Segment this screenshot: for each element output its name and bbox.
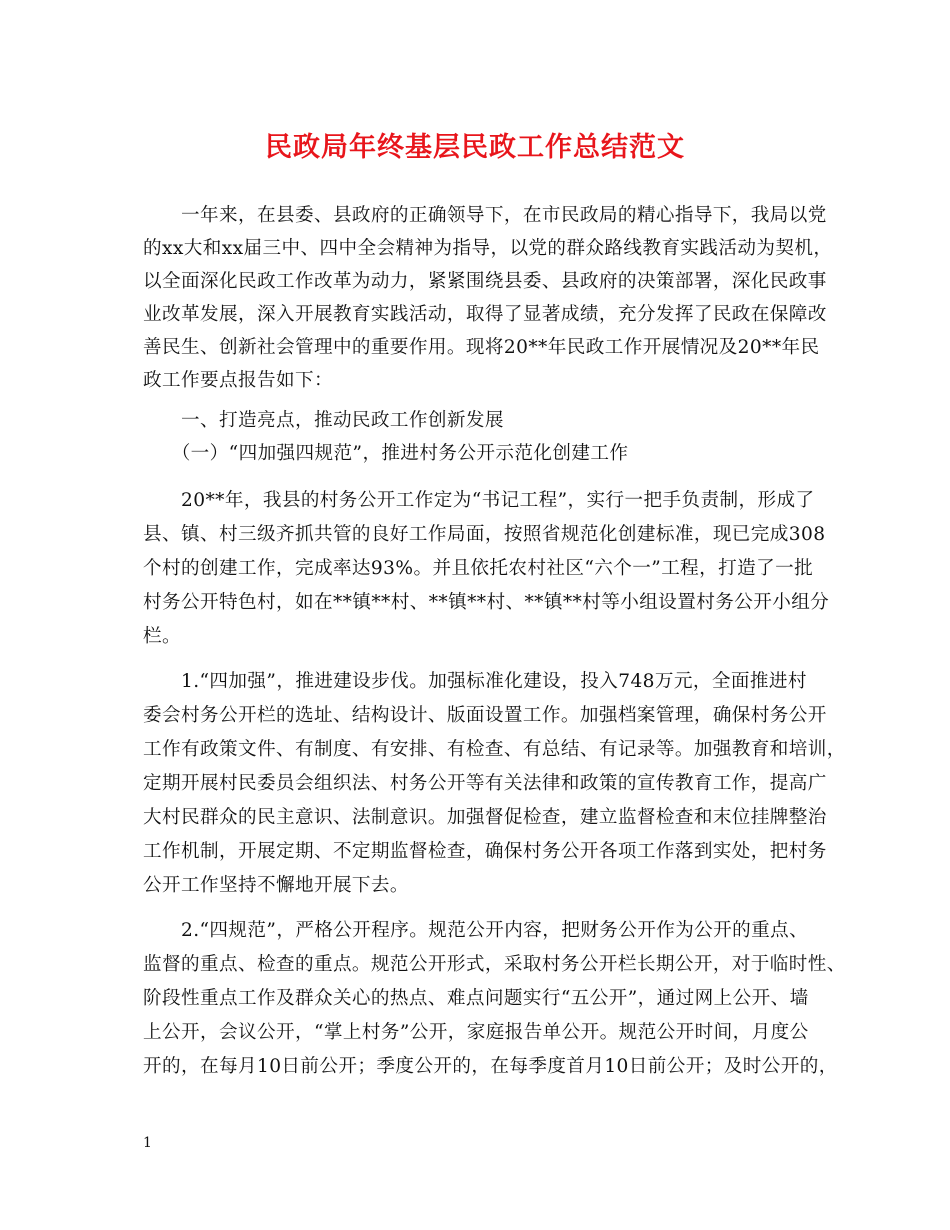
body-line: 工作有政策文件、有制度、有安排、有检查、有总结、有记录等。加强教育和培训， xyxy=(143,739,846,760)
body-line: 1.“四加强”，推进建设步伐。加强标准化建设，投入748万元，全面推进村 xyxy=(143,671,807,692)
body-line: 栏。 xyxy=(143,626,181,647)
document-title: 民政局年终基层民政工作总结范文 xyxy=(265,132,685,163)
body-line: 个村的创建工作，完成率达93%。并且依托农村社区“六个一”工程，打造了一批 xyxy=(143,558,814,579)
body-line: 政工作要点报告如下： xyxy=(143,370,333,391)
section-heading: 一、打造亮点，推动民政工作创新发展 xyxy=(143,410,504,431)
body-line: 上公开，会议公开，“掌上村务”公开，家庭报告单公开。规范公开时间，月度公 xyxy=(143,1022,809,1043)
body-line: 公开工作坚持不懈地开展下去。 xyxy=(143,875,409,896)
body-line: 定期开展村民委员会组织法、村务公开等有关法律和政策的宣传教育工作，提高广 xyxy=(143,773,827,794)
body-line: 村务公开特色村，如在**镇**村、**镇**村、**镇**村等小组设置村务公开小组分 xyxy=(143,592,830,613)
body-line: 的xx大和xx届三中、四中全会精神为指导，以党的群众路线教育实践活动为契机， xyxy=(143,238,833,259)
page-number: 1 xyxy=(143,1135,152,1151)
body-line: 善民生、创新社会管理中的重要作用。现将20**年民政工作开展情况及20**年民 xyxy=(143,337,820,358)
body-line: 20**年，我县的村务公开工作定为“书记工程”，实行一把手负责制，形成了 xyxy=(143,490,815,511)
body-line: 以全面深化民政工作改革为动力，紧紧围绕县委、县政府的决策部署，深化民政事 xyxy=(143,271,827,292)
body-line: 县、镇、村三级齐抓共管的良好工作局面，按照省规范化创建标准，现已完成308 xyxy=(143,524,826,545)
subsection-heading: （一）“四加强四规范”，推进村务公开示范化创建工作 xyxy=(143,443,629,464)
body-line: 一年来，在县委、县政府的正确领导下，在市民政局的精心指导下，我局以党 xyxy=(143,205,827,226)
body-line: 阶段性重点工作及群众关心的热点、难点问题实行“五公开”，通过网上公开、墙 xyxy=(143,988,809,1009)
body-line: 大村民群众的民主意识、法制意识。加强督促检查，建立监督检查和末位挂牌整治 xyxy=(143,807,827,828)
body-line: 监督的重点、检查的重点。规范公开形式，采取村务公开栏长期公开，对于临时性、 xyxy=(143,954,846,975)
body-line: 2.“四规范”，严格公开程序。规范公开内容，把财务公开作为公开的重点、 xyxy=(143,920,809,941)
body-line: 工作机制，开展定期、不定期监督检查，确保村务公开各项工作落到实处，把村务 xyxy=(143,841,827,862)
body-line: 业改革发展，深入开展教育实践活动，取得了显著成绩，充分发挥了民政在保障改 xyxy=(143,304,827,325)
body-line: 开的，在每月10日前公开；季度公开的，在每季度首月10日前公开；及时公开的， xyxy=(143,1056,838,1077)
body-line: 委会村务公开栏的选址、结构设计、版面设置工作。加强档案管理，确保村务公开 xyxy=(143,705,827,726)
